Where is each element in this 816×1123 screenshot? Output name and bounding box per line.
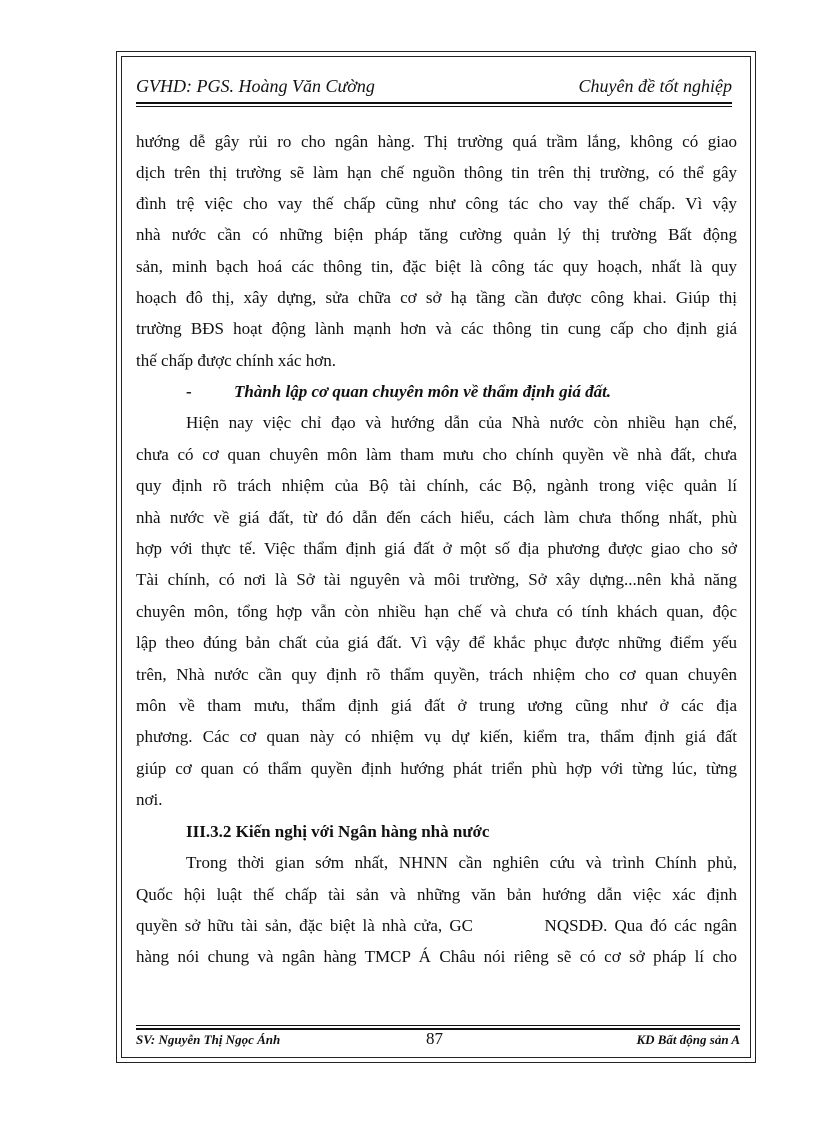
paragraph-line: sản, minh bạch hoá các thông tin, đặc biệt là công tác quy hoạch, nhất là quy [136, 257, 737, 276]
header-rule-thin [136, 106, 732, 107]
paragraph-line: chuyên môn, tổng hợp vẫn còn nhiều hạn chế và chưa có tính khách quan, độc [136, 602, 737, 621]
paragraph-line: phương. Các cơ quan này có nhiệm vụ dự kiến, kiểm tra, thẩm định giá đất [136, 727, 737, 746]
footer-major: KD Bất động sản A [636, 1032, 740, 1047]
paragraph-line: đình trệ việc cho vay thế chấp cũng như công tác cho vay thế chấp. Vì vậy [136, 194, 737, 213]
paragraph-line: thế chấp được chính xác hơn. [136, 351, 336, 370]
paragraph-line: chưa có cơ quan chuyên môn làm tham mưu cho chính quyền về nhà đất, chưa [136, 445, 737, 464]
paragraph-line: trên, Nhà nước cần quy định rõ thẩm quyền, trách nhiệm cho cơ quan chuyên [136, 665, 737, 684]
paragraph-line: Tài chính, có nơi là Sở tài nguyên và môi trường, Sở xây dựng...nên khả năng [136, 570, 737, 589]
bullet-dash: - [186, 382, 192, 401]
bullet-heading: Thành lập cơ quan chuyên môn về thẩm định giá đất. [234, 382, 612, 401]
paragraph-line: nhà nước cần có những biện pháp tăng cường quản lý thị trường Bất động [136, 225, 737, 244]
paragraph-line: trường BĐS hoạt động lành mạnh hơn và các thông tin cung cấp cho định giá [136, 319, 737, 338]
footer-rule-thin [136, 1025, 740, 1026]
paragraph-line: dịch trên thị trường sẽ làm hạn chế nguồn thông tin trên thị trường, có thể gây [136, 163, 737, 182]
paragraph-line: Hiện nay việc chỉ đạo và hướng dẫn của Nhà nước còn nhiều hạn chế, [186, 413, 737, 432]
paragraph-line: Trong thời gian sớm nhất, NHNN cần nghiên cứu và trình Chính phủ, [186, 853, 737, 872]
header-supervisor: GVHD: PGS. Hoàng Văn Cường [136, 76, 375, 96]
paragraph-line: hoạch đô thị, xây dựng, sửa chữa cơ sở hạ tầng cần được công khai. Giúp thị [136, 288, 737, 307]
paragraph-line: quyền sở hữu tài sản, đặc biệt là nhà cửa, GC NQSDĐ. Qua đó các ngân [136, 916, 737, 935]
paragraph-line: nơi. [136, 790, 163, 809]
paragraph-line: lập theo đúng bản chất của giá đất. Vì vậy để khắc phục được những điểm yếu [136, 633, 737, 652]
page-header [136, 76, 732, 102]
paragraph-line: môn về tham mưu, thẩm định giá đất ở trung ương cũng như ở các địa [136, 696, 737, 715]
paragraph-line: nhà nước về giá đất, từ đó dẫn đến cách hiểu, cách làm chưa thống nhất, phù [136, 508, 737, 527]
paragraph-line: quy định rõ trách nhiệm của Bộ tài chính, các Bộ, ngành trong việc quản lí [136, 476, 737, 495]
header-doc-type: Chuyên đề tốt nghiệp [578, 76, 732, 96]
paragraph-line: hàng nói chung và ngân hàng TMCP Á Châu nói riêng sẽ có cơ sở pháp lí cho [136, 947, 737, 966]
page-footer [136, 1031, 740, 1051]
paragraph-line: hợp với thực tế. Việc thẩm định giá đất ở một số địa phương được giao cho sở [136, 539, 737, 558]
paragraph-line: giúp cơ quan có thẩm quyền định hướng phát triển phù hợp với từng lúc, từng [136, 759, 737, 778]
paragraph-line: hướng dễ gây rủi ro cho ngân hàng. Thị trường quá trầm lắng, không có giao [136, 132, 737, 151]
section-heading: III.3.2 Kiến nghị với Ngân hàng nhà nước [186, 822, 490, 841]
footer-student: SV: Nguyễn Thị Ngọc Ánh [136, 1032, 281, 1047]
header-rule [136, 102, 732, 104]
paragraph-line: Quốc hội luật thế chấp tài sản và những văn bản hướng dẫn việc xác định [136, 885, 737, 904]
page-number: 87 [426, 1029, 443, 1048]
